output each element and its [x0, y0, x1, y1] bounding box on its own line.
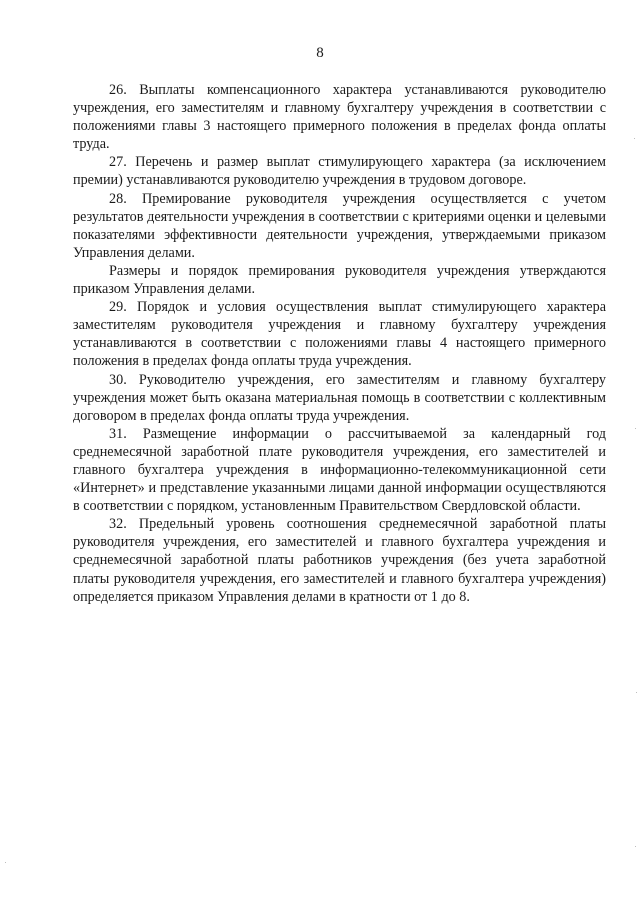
document-body	[73, 81, 606, 606]
paragraph-31: 31. Размещение информации о рассчитываемой за календарный год среднемесячной заработной плате руководителя учреждения, его заместителей и главного бухгалтера учреждения в информационно-телекоммуникационной сети «Интернет» и представление указанными лицами данной информации осуществляются в соответствии с порядком, установленным Правительством Свердловской области.	[73, 425, 606, 515]
scan-speck	[635, 428, 636, 429]
paragraph-26: 26. Выплаты компенсационного характера устанавливаются руководителю учреждения, его заместителям и главному бухгалтеру учреждения в соответствии с положениями главы 3 настоящего примерного положения в пределах фонда оплаты труда.	[73, 82, 606, 153]
scan-speck	[634, 138, 635, 139]
paragraph-27: 27. Перечень и размер выплат стимулирующего характера (за исключением премии) устанавливаются руководителю учреждения в трудовом договоре.	[73, 154, 606, 189]
scan-speck	[5, 862, 6, 863]
scan-speck	[636, 692, 637, 693]
paragraph-28-continuation: Размеры и порядок премирования руководителя учреждения утверждаются приказом Управления делами.	[73, 262, 606, 298]
page-number: 8	[316, 45, 324, 61]
scan-speck	[635, 846, 636, 847]
paragraph-29: 29. Порядок и условия осуществления выплат стимулирующего характера заместителям руководителя учреждения и главному бухгалтеру учреждения устанавливаются в соответствии с положениями главы 4 настоящего примерного положения в пределах фонда оплаты труда учреждения.	[73, 299, 606, 370]
paragraph-28: 28. Премирование руководителя учреждения осуществляется с учетом результатов деятельности учреждения в соответствии с критериями оценки и целевыми показателями эффективности деятельности учреждения, утверждаемыми приказом Управления делами.	[73, 190, 606, 261]
paragraph-30: 30. Руководителю учреждения, его заместителям и главному бухгалтеру учреждения может быть оказана материальная помощь в соответствии с коллективным договором в пределах фонда оплаты труда учреждения.	[73, 371, 606, 424]
paragraph-32: 32. Предельный уровень соотношения среднемесячной заработной платы руководителя учреждения, его заместителей и главного бухгалтера учреждения и среднемесячной заработной платы работников учреждения (без учета заработной платы руководителя учреждения, его заместителей и главного бухгалтера учреждения) определяется приказом Управления делами в кратности от 1 до 8.	[73, 516, 606, 605]
